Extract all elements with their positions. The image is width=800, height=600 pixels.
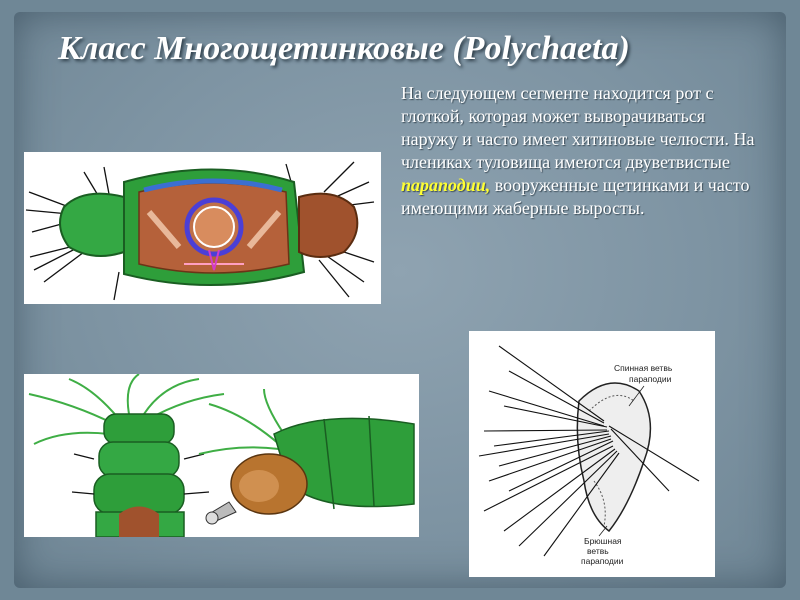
label-dorsal-2: параподии bbox=[629, 374, 672, 384]
cross-section-illustration bbox=[24, 152, 381, 304]
parapodia-highlight: параподии, bbox=[401, 175, 491, 195]
slide-body-text bbox=[401, 82, 756, 220]
body-text-part-2: вооруженные щетинками и часто имеющими жаберные выросты. bbox=[401, 175, 750, 218]
parapodium-diagram bbox=[469, 331, 715, 577]
worm-heads-drawing bbox=[24, 374, 419, 537]
worm-heads-illustration bbox=[24, 374, 419, 537]
label-ventral-2: ветвь bbox=[587, 546, 609, 556]
body-text-part-1: На следующем сегменте находится рот с глоткой, которая может выворачиваться наружу и часто имеет хитиновые челюсти. На члениках туловища имеются двуветвистые bbox=[401, 83, 755, 172]
label-dorsal-1: Спинная ветвь bbox=[614, 363, 673, 373]
cross-section-drawing bbox=[24, 152, 381, 304]
parapodium-drawing bbox=[469, 331, 715, 577]
label-ventral-3: параподии bbox=[581, 556, 624, 566]
label-ventral-1: Брюшная bbox=[584, 536, 622, 546]
slide-title: Класс Многощетинковые (Polychaeta) bbox=[58, 30, 630, 67]
